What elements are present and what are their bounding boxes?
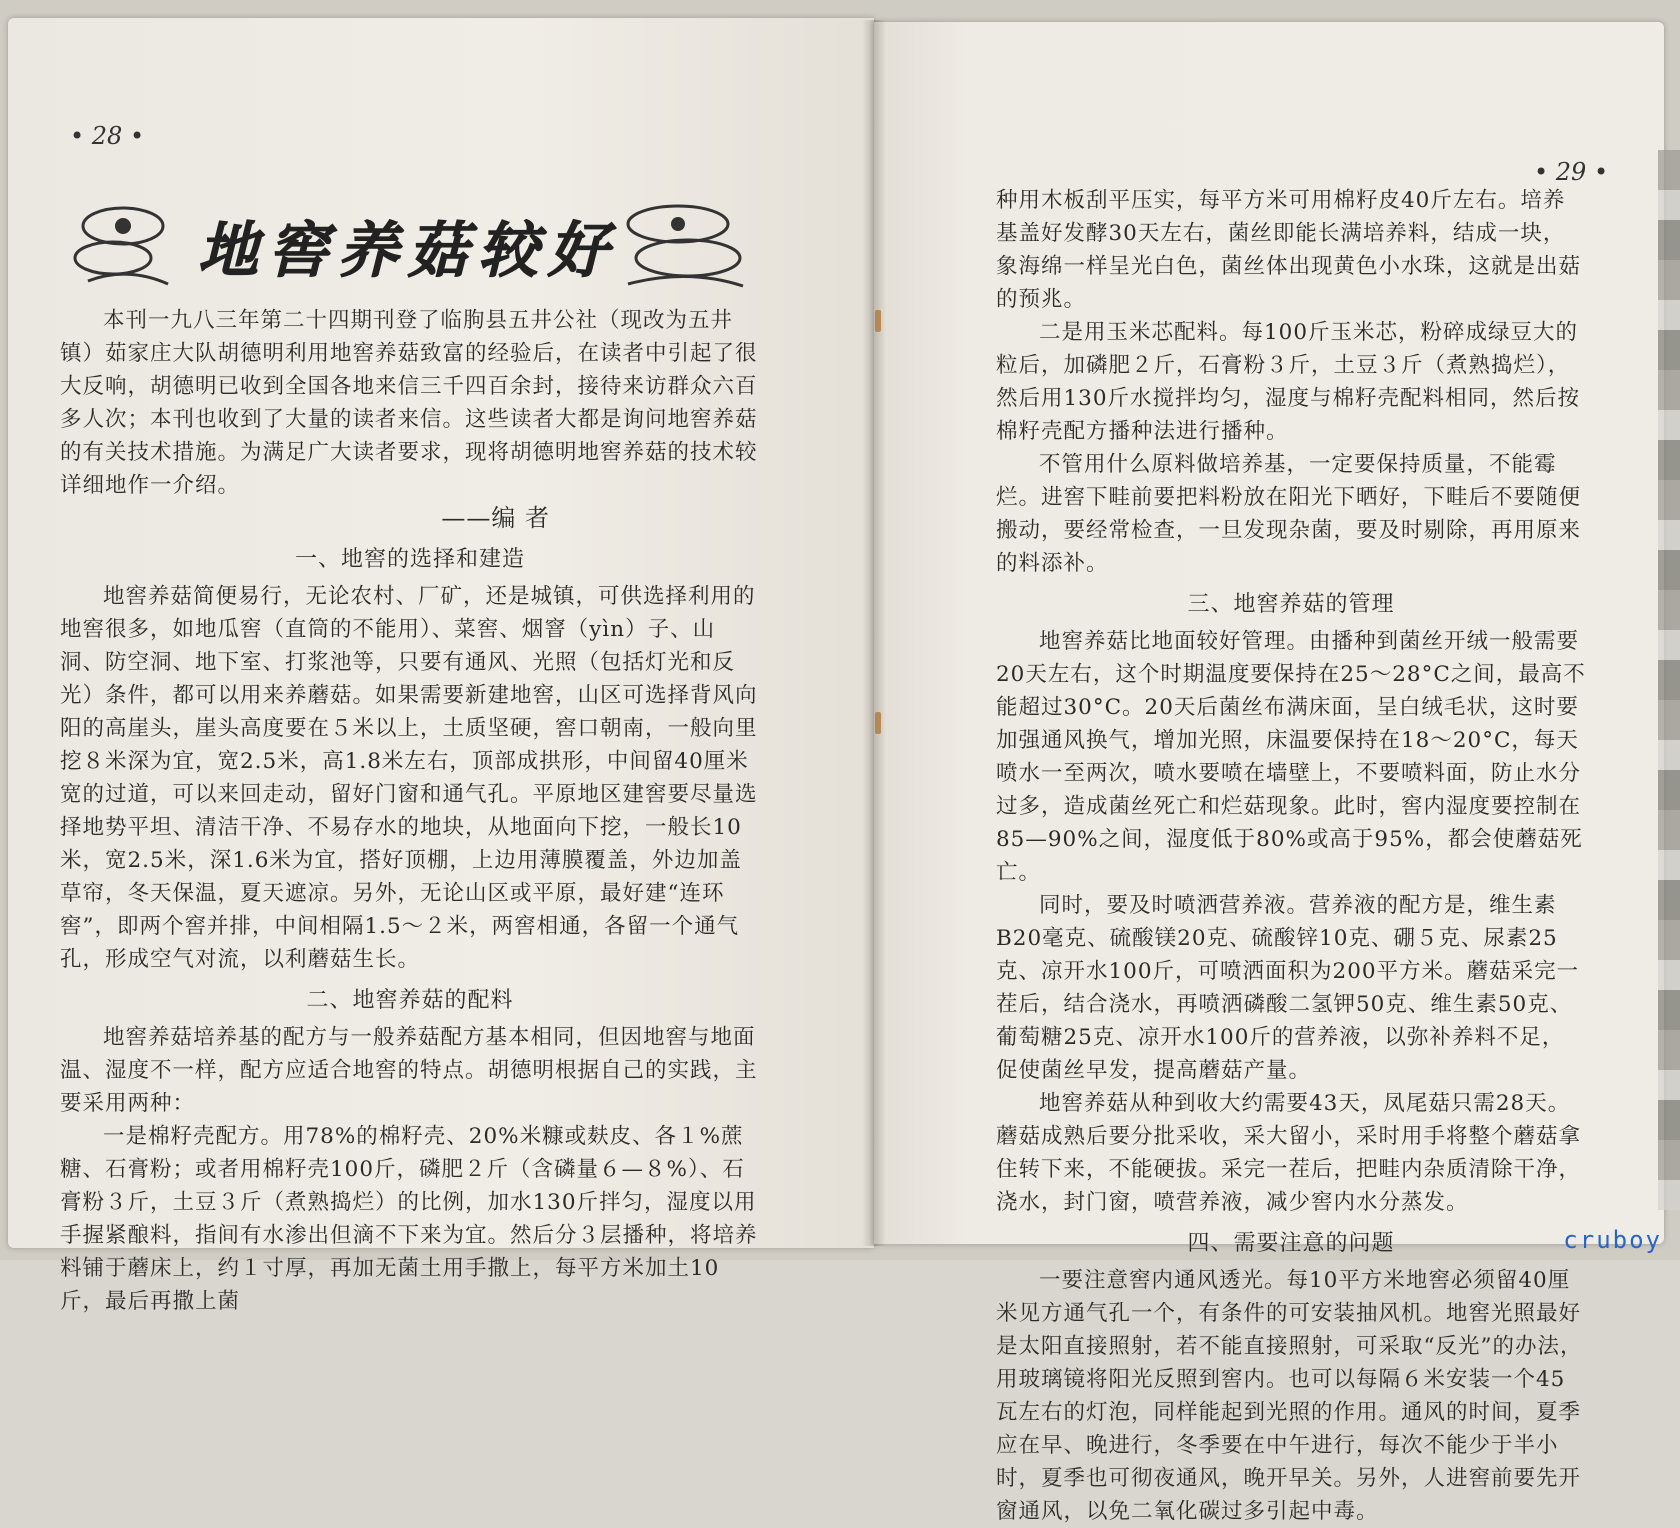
watermark: cruboy xyxy=(1563,1226,1662,1254)
staple-bottom xyxy=(875,712,881,734)
staple-top xyxy=(875,310,881,332)
mushroom-left-icon xyxy=(68,196,188,296)
right-page-body xyxy=(996,184,1586,1528)
section-2-paragraph-1: 地窖养菇培养基的配方与一般养菇配方基本相同，但因地窖与地面温、湿度不一样，配方应适合地窖的特点。胡德明根据自己的实践，主要采用两种： xyxy=(60,1025,758,1116)
right-page xyxy=(874,22,1664,1524)
section-3-paragraph-3: 地窖养菇从种到收大约需要43天，凤尾菇只需28天。蘑菇成熟后要分批采收，采大留小，采时用手将整个蘑菇拿住转下来，不能硬拔。采完一茬后，把畦内杂质清除干净，浇水，封门窗，喷营养液，减少窖内水分蒸发。 xyxy=(996,1091,1582,1215)
section-2-paragraph-2: 一是棉籽壳配方。用78%的棉籽壳、20%米糠或麸皮、各１%蔗糖、石膏粉；或者用棉籽壳100斤，磷肥２斤（含磷量６—８%）、石膏粉３斤，土豆３斤（煮熟捣烂）的比例，加水130斤拌匀，湿度以用手握紧酿料，指间有水渗出但滴不下来为宜。然后分３层播种，将培养料铺于蘑床上，约１寸厚，再加无菌土用手撒上，每平方米加土10斤，最后再撒上菌 xyxy=(60,1124,758,1314)
quality-paragraph: 不管用什么原料做培养基，一定要保持质量，不能霉烂。进窖下畦前要把料粉放在阳光下晒好，下畦后不要随便搬动，要经常检查，一旦发现杂菌，要及时剔除，再用原来的料添补。 xyxy=(996,452,1582,576)
book-spine xyxy=(862,20,886,1246)
page-number-left: • 28 • xyxy=(70,122,145,150)
section-3-paragraph-1: 地窖养菇比地面较好管理。由播种到菌丝开绒一般需要20天左右，这个时期温度要保持在25～28°C之间，最高不能超过30°C。20天后菌丝布满床面，呈白绒毛状，这时要加强通风换气，增加光照，床温要保持在18～20°C，每天喷水一至两次，喷水要喷在墙壁上，不要喷料面，防止水分过多，造成菌丝死亡和烂菇现象。此时，窖内湿度要控制在85—90%之间，湿度低于80%或高于95%，都会使蘑菇死亡。 xyxy=(996,629,1586,885)
left-page-body xyxy=(60,304,760,1318)
intro-paragraph: 本刊一九八三年第二十四期刊登了临朐县五井公社（现改为五井镇）茹家庄大队胡德明利用地窖养菇致富的经验后，在读者中引起了很大反响，胡德明已收到全国各地来信三千四百余封，接待来访群众六百多人次；本刊也收到了大量的读者来信。这些读者大都是询问地窖养菇的有关技术措施。为满足广大读者要求，现将胡德明地窖养菇的技术较详细地作一介绍。 xyxy=(60,308,758,498)
corn-cob-paragraph: 二是用玉米芯配料。每100斤玉米芯，粉碎成绿豆大的粒后，加磷肥２斤，石膏粉３斤，土豆３斤（煮熟捣烂），然后用130斤水搅拌均匀，湿度与棉籽壳配料相同，然后按棉籽壳配方播种法进行播种。 xyxy=(996,320,1581,444)
section-heading-2: 二、地窖养菇的配料 xyxy=(306,988,514,1013)
section-4-paragraph-1: 一要注意窖内通风透光。每10平方米地窖必须留40厘米见方通气孔一个，有条件的可安装抽风机。地窖光照最好是太阳直接照射，若不能直接照射，可采取“反光”的办法，用玻璃镜将阳光反照到窖内。也可以每隔６米安装一个45瓦左右的灯泡，同样能起到光照的作用。通风的时间，夏季应在早、晚进行，冬季要在中午进行，每次不能少于半小时，夏季也可彻夜通风，晚开早关。另外，人进窖前要先开窗通风，以免二氧化碳过多引起中毒。 xyxy=(996,1268,1583,1524)
left-page xyxy=(8,18,874,1314)
section-heading-4: 四、需要注意的问题 xyxy=(1187,1231,1395,1256)
article-title-banner xyxy=(68,196,748,296)
section-heading-3: 三、地窖养菇的管理 xyxy=(1187,592,1395,617)
background-edge xyxy=(1658,150,1680,1210)
mushroom-right-icon xyxy=(598,196,748,296)
page-number-right: • 29 • xyxy=(1534,158,1609,186)
editor-signature: ——编 者 xyxy=(441,504,550,532)
article-title: 地窖养菇较好 xyxy=(198,216,618,286)
section-1-paragraph: 地窖养菇简便易行，无论农村、厂矿，还是城镇，可供选择利用的地窖很多，如地瓜窖（直筒的不能用）、菜窖、烟窨（yìn）子、山洞、防空洞、地下室、打浆池等，只要有通风、光照（包括灯光和反光）条件，都可以用来养蘑菇。如果需要新建地窖，山区可选择背风向阳的高崖头，崖头高度要在５米以上，土质坚硬，窖口朝南，一般向里挖８米深为宜，宽2.5米，高1.8米左右，顶部成拱形，中间留40厘米宽的过道，可以来回走动，留好门窗和通气孔。平原地区建窖要尽量选择地势平坦、清洁干净、不易存水的地块，从地面向下挖，一般长10米，宽2.5米，深1.6米为宜，搭好顶棚，上边用薄膜覆盖，外边加盖草帘，冬天保温，夏天遮凉。另外，无论山区或平原，最好建“连环窖”，即两个窖并排，中间相隔1.5～２米，两窖相通，各留一个通气孔，形成空气对流，以利蘑菇生长。 xyxy=(60,584,758,972)
section-3-paragraph-2: 同时，要及时喷洒营养液。营养液的配方是，维生素B20毫克、硫酸镁20克、硫酸锌10克、硼５克、尿素25克、凉开水100斤，可喷洒面积为200平方米。蘑菇采完一茬后，结合浇水，再喷洒磷酸二氢钾50克、维生素50克、葡萄糖25克、凉开水100斤的营养液，以弥补养料不足，促使菌丝早发，提高蘑菇产量。 xyxy=(996,893,1580,1083)
section-heading-1: 一、地窖的选择和建造 xyxy=(294,547,525,572)
continued-paragraph: 种用木板刮平压实，每平方米可用棉籽皮40斤左右。培养基盖好发酵30天左右，菌丝即能长满培养料，结成一块，象海绵一样呈光白色，菌丝体出现黄色小水珠，这就是出菇的预兆。 xyxy=(996,188,1582,312)
